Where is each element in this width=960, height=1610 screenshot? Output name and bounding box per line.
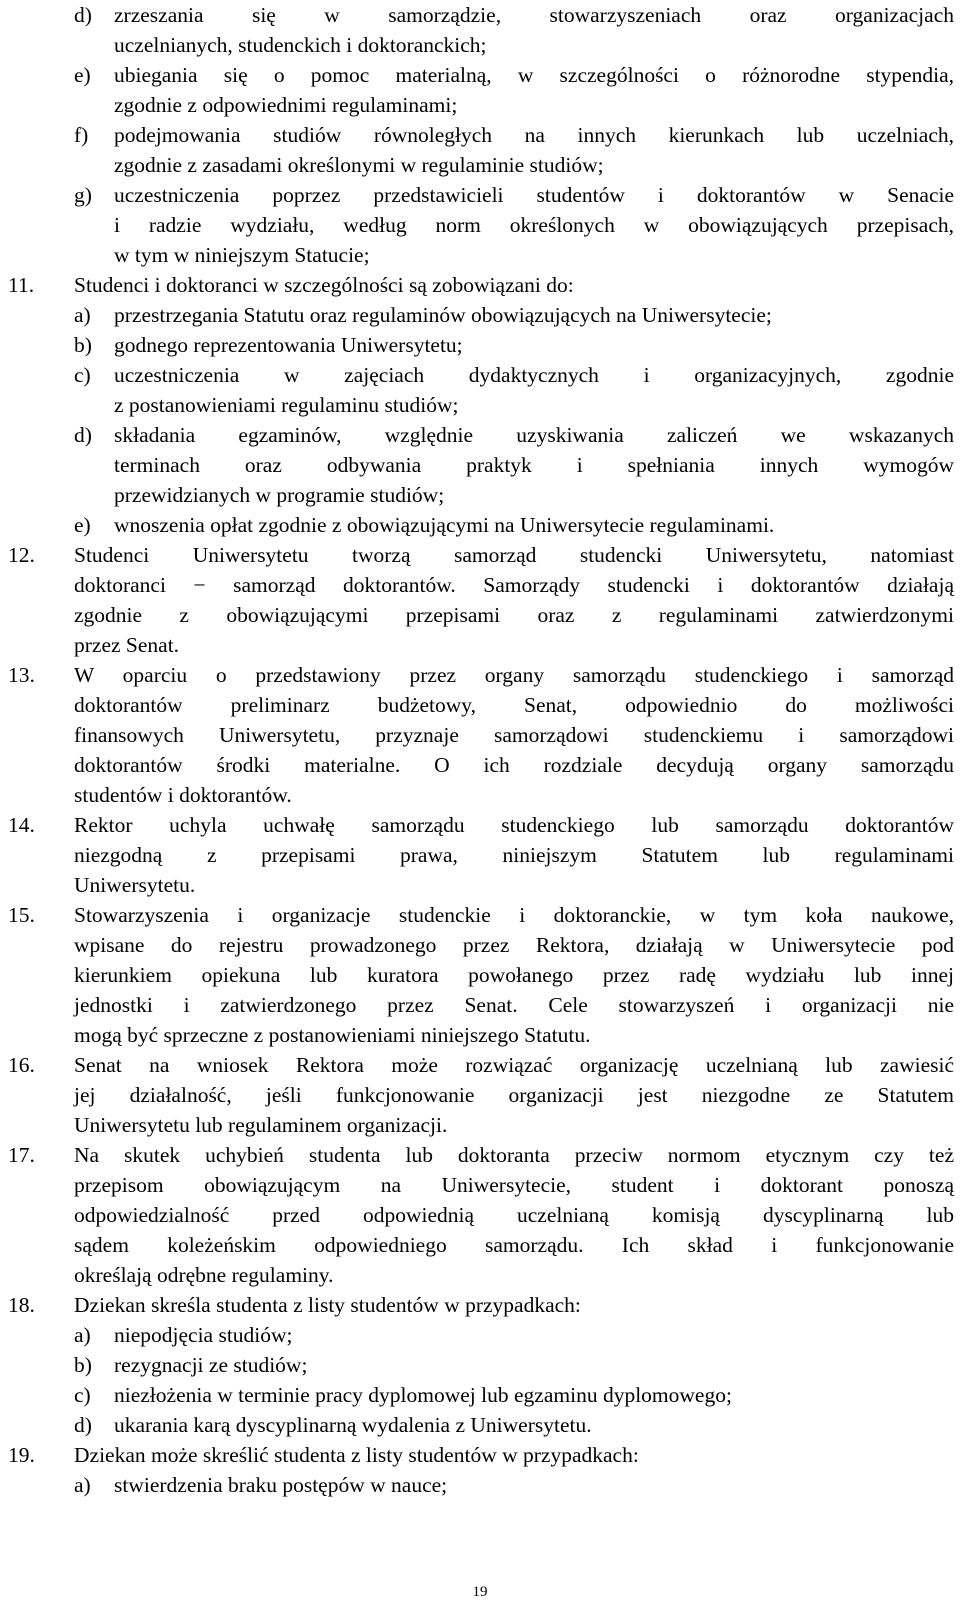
item-text: ubiegania się o pomoc materialną, w szczególności o różnorodne stypendia,: [114, 63, 954, 87]
item-label: b): [74, 333, 92, 357]
section-text: doktorantów preliminarz budżetowy, Senat, odpowiednio do możliwości: [74, 693, 954, 717]
section-text: Uniwersytetu lub regulaminem organizacji.: [74, 1113, 448, 1137]
section-text: jednostki i zatwierdzonego przez Senat. Cele stowarzyszeń i organizacji nie: [74, 993, 954, 1017]
section-number: 11.: [8, 273, 35, 297]
item-text: uczelnianych, studenckich i doktoranckich;: [114, 33, 487, 57]
item-label: b): [74, 1353, 92, 1377]
item-label: d): [74, 3, 92, 27]
section-number: 13.: [8, 663, 35, 687]
section-text: Studenci i doktoranci w szczególności są zobowiązani do:: [74, 273, 574, 297]
section-number: 18.: [8, 1293, 35, 1317]
section-text: mogą być sprzeczne z postanowieniami niniejszego Statutu.: [74, 1023, 591, 1047]
section-text: Stowarzyszenia i organizacje studenckie i doktoranckie, w tym koła naukowe,: [74, 903, 954, 927]
section-text: odpowiedzialność przed odpowiednią uczelnianą komisją dyscyplinarną lub: [74, 1203, 954, 1227]
page-number: 19: [472, 1584, 488, 1600]
item-text: z postanowieniami regulaminu studiów;: [114, 393, 459, 417]
item-text: zgodnie z odpowiednimi regulaminami;: [114, 93, 458, 117]
item-text: terminach oraz odbywania praktyk i spełniania innych wymogów: [114, 453, 954, 477]
item-text: niepodjęcia studiów;: [114, 1323, 293, 1347]
section-text: zgodnie z obowiązującymi przepisami oraz z regulaminami zatwierdzonymi: [74, 603, 954, 627]
section-text: finansowych Uniwersytetu, przyznaje samorządowi studenckiemu i samorządowi: [74, 723, 954, 747]
item-text: rezygnacji ze studiów;: [114, 1353, 308, 1377]
section-text: wpisane do rejestru prowadzonego przez Rektora, działają w Uniwersytecie pod: [74, 933, 954, 957]
item-text: w tym w niniejszym Statucie;: [114, 243, 370, 267]
section-number: 12.: [8, 543, 35, 567]
section-number: 19.: [8, 1443, 35, 1467]
section-text: sądem koleżeńskim odpowiedniego samorządu. Ich skład i funkcjonowanie: [74, 1233, 954, 1257]
item-text: przewidzianych w programie studiów;: [114, 483, 445, 507]
section-number: 16.: [8, 1053, 35, 1077]
section-text: niezgodną z przepisami prawa, niniejszym Statutem lub regulaminami: [74, 843, 954, 867]
item-text: uczestniczenia poprzez przedstawicieli studentów i doktorantów w Senacie: [114, 183, 954, 207]
item-label: c): [74, 1383, 91, 1407]
item-text: przestrzegania Statutu oraz regulaminów obowiązujących na Uniwersytecie;: [114, 303, 772, 327]
section-text: Studenci Uniwersytetu tworzą samorząd studencki Uniwersytetu, natomiast: [74, 543, 954, 567]
item-label: f): [74, 123, 89, 147]
section-number: 15.: [8, 903, 35, 927]
item-text: godnego reprezentowania Uniwersytetu;: [114, 333, 463, 357]
section-text: doktoranci − samorząd doktorantów. Samorządy studencki i doktorantów działają: [74, 573, 954, 597]
section-text: przepisom obowiązującym na Uniwersytecie, student i doktorant ponoszą: [74, 1173, 954, 1197]
item-text: stwierdzenia braku postępów w nauce;: [114, 1473, 448, 1497]
item-label: c): [74, 363, 91, 387]
item-text: i radzie wydziału, według norm określonych w obowiązujących przepisach,: [114, 213, 954, 237]
section-text: Uniwersytetu.: [74, 873, 196, 897]
section-text: doktorantów środki materialne. O ich rozdziale decydują organy samorządu: [74, 753, 954, 777]
section-text: Dziekan skreśla studenta z listy studentów w przypadkach:: [74, 1293, 581, 1317]
section-text: Rektor uchyla uchwałę samorządu studenckiego lub samorządu doktorantów: [74, 813, 954, 837]
item-label: a): [74, 303, 91, 327]
item-label: d): [74, 1413, 92, 1437]
section-text: kierunkiem opiekuna lub kuratora powołanego przez radę wydziału lub innej: [74, 963, 954, 987]
section-text: jej działalność, jeśli funkcjonowanie organizacji jest niezgodne ze Statutem: [74, 1083, 954, 1107]
item-label: a): [74, 1323, 91, 1347]
item-label: d): [74, 423, 92, 447]
item-label: e): [74, 63, 91, 87]
section-text: studentów i doktorantów.: [74, 783, 292, 807]
item-text: zrzeszania się w samorządzie, stowarzyszeniach oraz organizacjach: [114, 3, 954, 27]
item-text: zgodnie z zasadami określonymi w regulaminie studiów;: [114, 153, 604, 177]
item-text: podejmowania studiów równoległych na innych kierunkach lub uczelniach,: [114, 123, 954, 147]
section-text: Dziekan może skreślić studenta z listy studentów w przypadkach:: [74, 1443, 639, 1467]
section-text: Senat na wniosek Rektora może rozwiązać organizację uczelnianą lub zawiesić: [74, 1053, 954, 1077]
item-label: a): [74, 1473, 91, 1497]
item-text: niezłożenia w terminie pracy dyplomowej lub egzaminu dyplomowego;: [114, 1383, 732, 1407]
item-text: ukarania karą dyscyplinarną wydalenia z Uniwersytetu.: [114, 1413, 592, 1437]
section-text: W oparciu o przedstawiony przez organy samorządu studenckiego i samorząd: [74, 663, 954, 687]
item-text: uczestniczenia w zajęciach dydaktycznych i organizacyjnych, zgodnie: [114, 363, 954, 387]
item-text: składania egzaminów, względnie uzyskiwania zaliczeń we wskazanych: [114, 423, 954, 447]
section-text: Na skutek uchybień studenta lub doktoranta przeciw normom etycznym czy też: [74, 1143, 954, 1167]
item-label: e): [74, 513, 91, 537]
section-text: przez Senat.: [74, 633, 180, 657]
item-label: g): [74, 183, 92, 207]
section-text: określają odrębne regulaminy.: [74, 1263, 334, 1287]
section-number: 14.: [8, 813, 35, 837]
item-text: wnoszenia opłat zgodnie z obowiązującymi na Uniwersytecie regulaminami.: [114, 513, 775, 537]
section-number: 17.: [8, 1143, 35, 1167]
